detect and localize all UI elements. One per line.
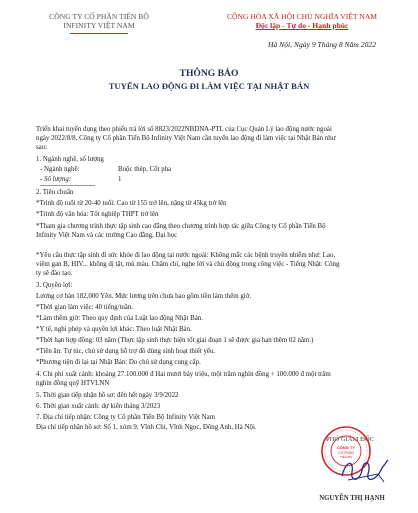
receiving-address: Địa chỉ tiếp nhận hồ sơ: Số 1, xóm 9, Vĩnh Chi, Vĩnh Ngọc, Đông Anh, Hà Nội. xyxy=(36,424,257,431)
signature-scribble xyxy=(336,452,396,490)
document-title: THÔNG BÁO xyxy=(179,68,239,79)
quantity-underline xyxy=(40,185,95,186)
overtime: *Làm thêm giờ: Theo quy định của Luật lao động Nhật Bản. xyxy=(36,315,203,322)
svg-text:CÔNG TY: CÔNG TY xyxy=(336,445,356,450)
signer-role: PHÓ GIÁM ĐỐC xyxy=(326,436,374,443)
quantity-label: - Số lượng: xyxy=(40,176,72,183)
company-name: CÔNG TY CỔ PHẦN TIẾN BỘ xyxy=(49,12,149,21)
working-hours: *Thời gian làm việc: 40 tiếng/tuần. xyxy=(36,304,134,311)
criteria-health-1: *Yêu cầu thực tập sinh đi sức khỏe đi lao động tại nước ngoài: Không mắc các bệnh truyền nhiễm như: Lao, xyxy=(36,252,336,259)
nation-motto: Độc lập - Tự do - Hạnh phúc xyxy=(255,21,349,30)
criteria-health-3: ty sẽ đào tạo. xyxy=(36,270,73,277)
contract-term: *Thời hạn hợp đồng: 03 năm (Thực tập sinh thực hiện tốt giai đoạn 1 sẽ được gia hạn thêm 02 năm.) xyxy=(36,337,314,344)
job-label: - Ngành nghề: xyxy=(40,166,80,173)
date-line: Hà Nội, Ngày 9 Tháng 8 Năm 2022 xyxy=(267,40,376,49)
departure-cost-1: 4. Chi phí xuất cảnh: khoảng 27.100.000 đ Hai mươi bảy triệu, một trăm nghìn đồng + 100.000 đ một trăm xyxy=(36,371,331,378)
receiving-company: 7. Địa chỉ tiếp nhận: Công ty Cổ phần Tiến Bộ Infinity Việt Nam xyxy=(36,414,215,421)
section-3-heading: 3. Quyền lợi: xyxy=(36,282,73,289)
criteria-program-1: *Tham gia chương trình thực tập sinh cao đẳng theo chương trình hợp tác giữa Công ty Cổ phần Tiến Bộ xyxy=(36,223,326,230)
departure-cost-2: nghìn đồng quỹ HTVLNN xyxy=(36,380,110,387)
application-deadline: 5. Thời gian tiếp nhận hồ sơ: đến hết ngày 3/9/2022 xyxy=(36,392,179,399)
section-2-heading: 2. Tiêu chuẩn xyxy=(36,189,74,196)
salary-line: Lương cơ bản 182,000 Yên. Mức lương trên chưa bao gồm tiền làm thêm giờ. xyxy=(36,293,252,300)
transport: *Phương tiện đi lại tại Nhật Bản: Do chủ sử dụng cung cấp. xyxy=(36,359,201,366)
quantity-value: 1 xyxy=(118,176,122,183)
signer-name: NGUYỄN THỊ HẠNH xyxy=(319,495,385,502)
criteria-health-2: viêm gan B, HIV... không dị tật, mù màu. Chăm chỉ, nghe lời và chủ động trong công việc - Tiếng Nhật: Công xyxy=(36,261,340,268)
intro-line-2: ngày 2022/8/8, Công ty Cổ phần Tiến Bộ Infinity Việt Nam cần tuyển lao động đi làm việc tại Nhật Bản như xyxy=(36,135,336,142)
intro-line-3: sau: xyxy=(36,144,48,151)
company-subtitle: INFINITY VIỆT NAM xyxy=(63,21,135,30)
departure-time: 6. Thời gian xuất cảnh: dự kiến tháng 3/2023 xyxy=(36,403,161,410)
nation-header xyxy=(196,12,408,30)
section-1-heading: 1. Ngành nghề, số lượng xyxy=(36,156,104,163)
nation-name: CỘNG HÒA XÃ HỘI CHỦ NGHĨA VIỆT NAM xyxy=(226,12,378,21)
company-underline xyxy=(70,33,128,34)
svg-text:TIẾN BỘ: TIẾN BỘ xyxy=(339,455,353,459)
svg-text:CỔ PHẦN: CỔ PHẦN xyxy=(338,451,354,455)
criteria-education: *Trình độ văn hóa: Tốt nghiệp THPT trở lên xyxy=(36,211,159,218)
meals: *Tiền ăn: Tự túc, chủ sử dụng hỗ trợ đồ dùng sinh hoạt thiết yếu. xyxy=(36,348,216,355)
insurance-leave: *Y tế, nghỉ phép và quyền lợi khác: Theo luật Nhật Bản. xyxy=(36,326,192,333)
intro-line-1: Triển khai tuyển dụng theo phiếu trả lời số 8823/2022NBDNA-PTL của Cục Quản Lý lao động nước ngoài xyxy=(36,126,332,133)
criteria-age: *Trình độ tuổi từ 20-40 tuổi: Cao từ 155 trở lên, nặng từ 45kg trở lên xyxy=(36,200,227,207)
document-subtitle: TUYỂN LAO ĐỘNG ĐI LÀM VIỆC TẠI NHẬT BẢN xyxy=(108,81,310,91)
company-header xyxy=(24,12,174,30)
criteria-program-2: Infinity Việt Nam và các trường Cao đẳng, Đại học xyxy=(36,232,178,239)
job-value: Buộc thép, Cốt pha xyxy=(118,166,172,173)
